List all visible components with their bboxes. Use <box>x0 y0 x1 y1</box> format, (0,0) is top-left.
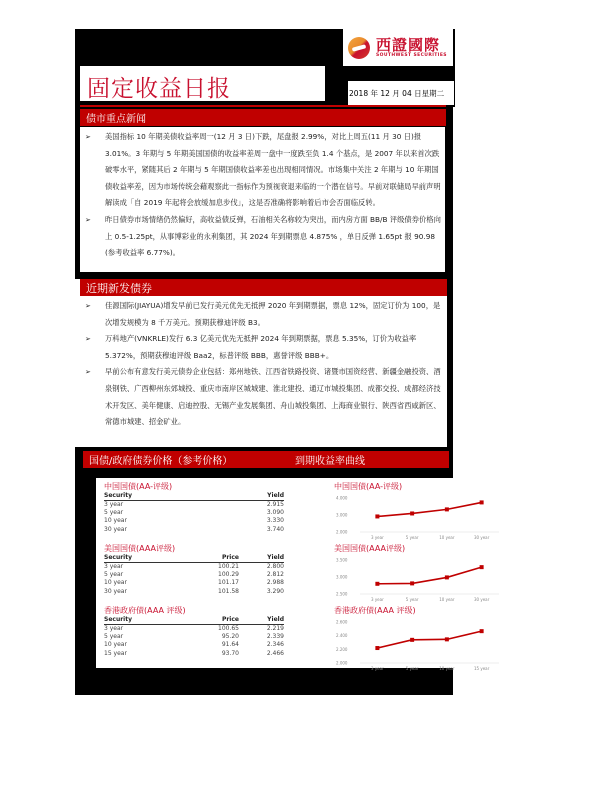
date-text: 2018 年 12 月 04 日星期二 <box>349 88 445 98</box>
svg-text:4.000: 4.000 <box>336 495 348 501</box>
table-row: 15 year 93.70 2.466 <box>104 649 284 657</box>
hk-yield-curve-chart <box>334 606 504 675</box>
new-issues-section-header <box>80 279 447 296</box>
table-title: 美国国债(AAA评级) <box>104 544 176 553</box>
arrow-bullet-icon: ➢ <box>85 302 91 310</box>
us-bond-table <box>104 544 284 596</box>
chart-title: 中国国债(AA-评级) <box>334 482 403 491</box>
prices-panel <box>96 478 510 671</box>
news-section-title: 债市重点新闻 <box>86 114 146 125</box>
new-issues-section-title: 近期新发债券 <box>86 281 152 295</box>
report-date <box>348 81 454 105</box>
svg-text:5 year: 5 year <box>405 535 419 540</box>
svg-text:2.200: 2.200 <box>336 646 348 652</box>
svg-text:3 year: 3 year <box>371 597 384 602</box>
prices-section-header <box>83 451 449 468</box>
table-title: 香港政府债(AAA 评级) <box>104 606 186 615</box>
hk-bond-table <box>104 606 284 658</box>
svg-text:2.000: 2.000 <box>336 529 348 535</box>
new-issue-item: ➢ 早前公布有意发行美元债券企业包括：郑州地铁、江西省铁路投资、诸暨市国资经营、新疆金融投资、酒泉钢铁、广西柳州东郊城投、重庆市南岸区城城建、淮北建投、通辽市城投集团、成都交投、成都经济技术开发区、美年健康、启迪控股、无锡产业发展集团、舟山城投集团、上海商业银行、陕西省西咸新区、常德市城建、招金矿业。 <box>83 364 445 430</box>
news-list <box>83 129 441 262</box>
table-row: 10 year 3.330 <box>104 517 284 525</box>
svg-text:5 year: 5 year <box>405 597 419 602</box>
company-logo <box>343 29 453 66</box>
table-row: 5 year 3.090 <box>104 509 284 517</box>
svg-text:2.600: 2.600 <box>336 619 348 625</box>
svg-text:10 year: 10 year <box>439 535 455 540</box>
svg-text:3.000: 3.000 <box>336 512 348 518</box>
prices-section-title: 国债/政府债券价格（参考价格） <box>89 456 233 467</box>
svg-text:10 year: 10 year <box>439 666 455 671</box>
svg-text:2.400: 2.400 <box>336 633 348 639</box>
news-item: ➢ 美国指标 10 年期美债收益率周一(12 月 3 日)下跌，尾盘报 2.99%，对比上周五(11 月 30 日)报 3.01%。3 年期与 5 年期美国国债的收益率差周一盘中一度跌至负 1.4 个基点，是 2007 年以来首次跌破零水平，紧随其后 2 年期与 5 年期国债收益率差也出现相同情况。市场集中关注 2 年期与 10 年期国债收益率差，因为市场传统会藉观察此一指标作为预视衰退来临的一个潜在信号。早前对联储局早前声明解读成「自 2019 年起将会放缓加息步伐」，这是否准确将影响着后市会否面临反转。 <box>83 129 441 212</box>
table-row: 3 year 2.915 <box>104 501 284 508</box>
table-row: 30 year 101.58 3.290 <box>104 587 284 595</box>
header-divider <box>80 105 446 107</box>
new-issues-right-edge <box>447 279 453 448</box>
logo-english-name: SOUTHWEST SECURITIES <box>376 52 447 58</box>
arrow-bullet-icon: ➢ <box>85 335 91 344</box>
table-row: 30 year 3.740 <box>104 525 284 533</box>
table-header: Security Price Yield <box>104 616 284 623</box>
arrow-bullet-icon: ➢ <box>85 368 91 377</box>
table-row: 3 year 100.21 2.800 <box>104 563 284 570</box>
hk-yield-curve-svg <box>334 616 504 671</box>
us-yield-curve-svg <box>334 554 504 602</box>
svg-text:15 year: 15 year <box>473 666 490 671</box>
svg-text:3 year: 3 year <box>371 666 384 671</box>
svg-text:3 year: 3 year <box>371 535 384 540</box>
table-row: 3 year 100.65 2.219 <box>104 625 284 632</box>
china-yield-curve-chart <box>334 482 504 544</box>
svg-text:3.500: 3.500 <box>336 557 348 563</box>
news-item: ➢ 昨日债券市场情绪仍然偏好，高收益债反弹，石油相关名称较为突出，而内房方面 BB/B 评级债券价格向上 0.5-1.25pt，从事博彩业的永利集团，其 2024 年到期票息 4.875% ，单日反弹 1.65pt 报 90.98 (参考收益率 6.77%)。 <box>83 212 441 262</box>
news-box <box>80 127 445 272</box>
new-issue-item: ➢ 万科地产(VNKRLE)发行 6.3 亿美元优先无抵押 2024 年到期票据，票息 5.35%，订价为收益率 5.372%，预期获穆迪评级 Baa2，标普评级 BBB，惠誉评级 BBB+。 <box>83 331 445 364</box>
svg-text:5 year: 5 year <box>405 666 419 671</box>
svg-text:30 year: 30 year <box>473 535 490 540</box>
table-row: 5 year 100.29 2.812 <box>104 571 284 579</box>
page-title: 固定收益日报 <box>87 76 231 102</box>
china-yield-curve-svg <box>334 492 504 540</box>
table-row: 10 year 101.17 2.988 <box>104 579 284 587</box>
arrow-bullet-icon: ➢ <box>85 215 91 224</box>
china-bond-table <box>104 482 284 534</box>
svg-text:2.000: 2.000 <box>336 660 348 666</box>
new-issue-item: ➢ 佳源国际(JIAYUA)增发早前已发行美元优先无抵押 2020 年到期票据，票息 12%，固定订价为 100，是次增发规模为 8 千万美元。预期获穆迪评级 B3。 <box>83 298 445 331</box>
svg-text:3.000: 3.000 <box>336 574 348 580</box>
table-header: Security Yield <box>104 492 284 499</box>
arrow-bullet-icon: ➢ <box>85 133 91 141</box>
chart-title: 美国国债(AAA评级) <box>334 544 406 553</box>
chart-title: 香港政府债(AAA 评级) <box>334 606 416 615</box>
table-row: 10 year 91.64 2.346 <box>104 641 284 649</box>
svg-text:30 year: 30 year <box>473 597 490 602</box>
table-row: 5 year 95.20 2.339 <box>104 633 284 641</box>
svg-text:2.500: 2.500 <box>336 591 348 597</box>
logo-chinese-name: 西證國際 <box>376 35 441 54</box>
table-title: 中国国债(AA-评级) <box>104 482 173 491</box>
new-issues-list <box>83 298 445 431</box>
curve-section-title: 到期收益率曲线 <box>295 456 365 467</box>
svg-text:10 year: 10 year <box>439 597 455 602</box>
news-section-header <box>80 109 446 126</box>
table-header: Security Price Yield <box>104 554 284 561</box>
title-box <box>80 66 325 101</box>
us-yield-curve-chart <box>334 544 504 606</box>
logo-mark-icon <box>348 37 370 59</box>
